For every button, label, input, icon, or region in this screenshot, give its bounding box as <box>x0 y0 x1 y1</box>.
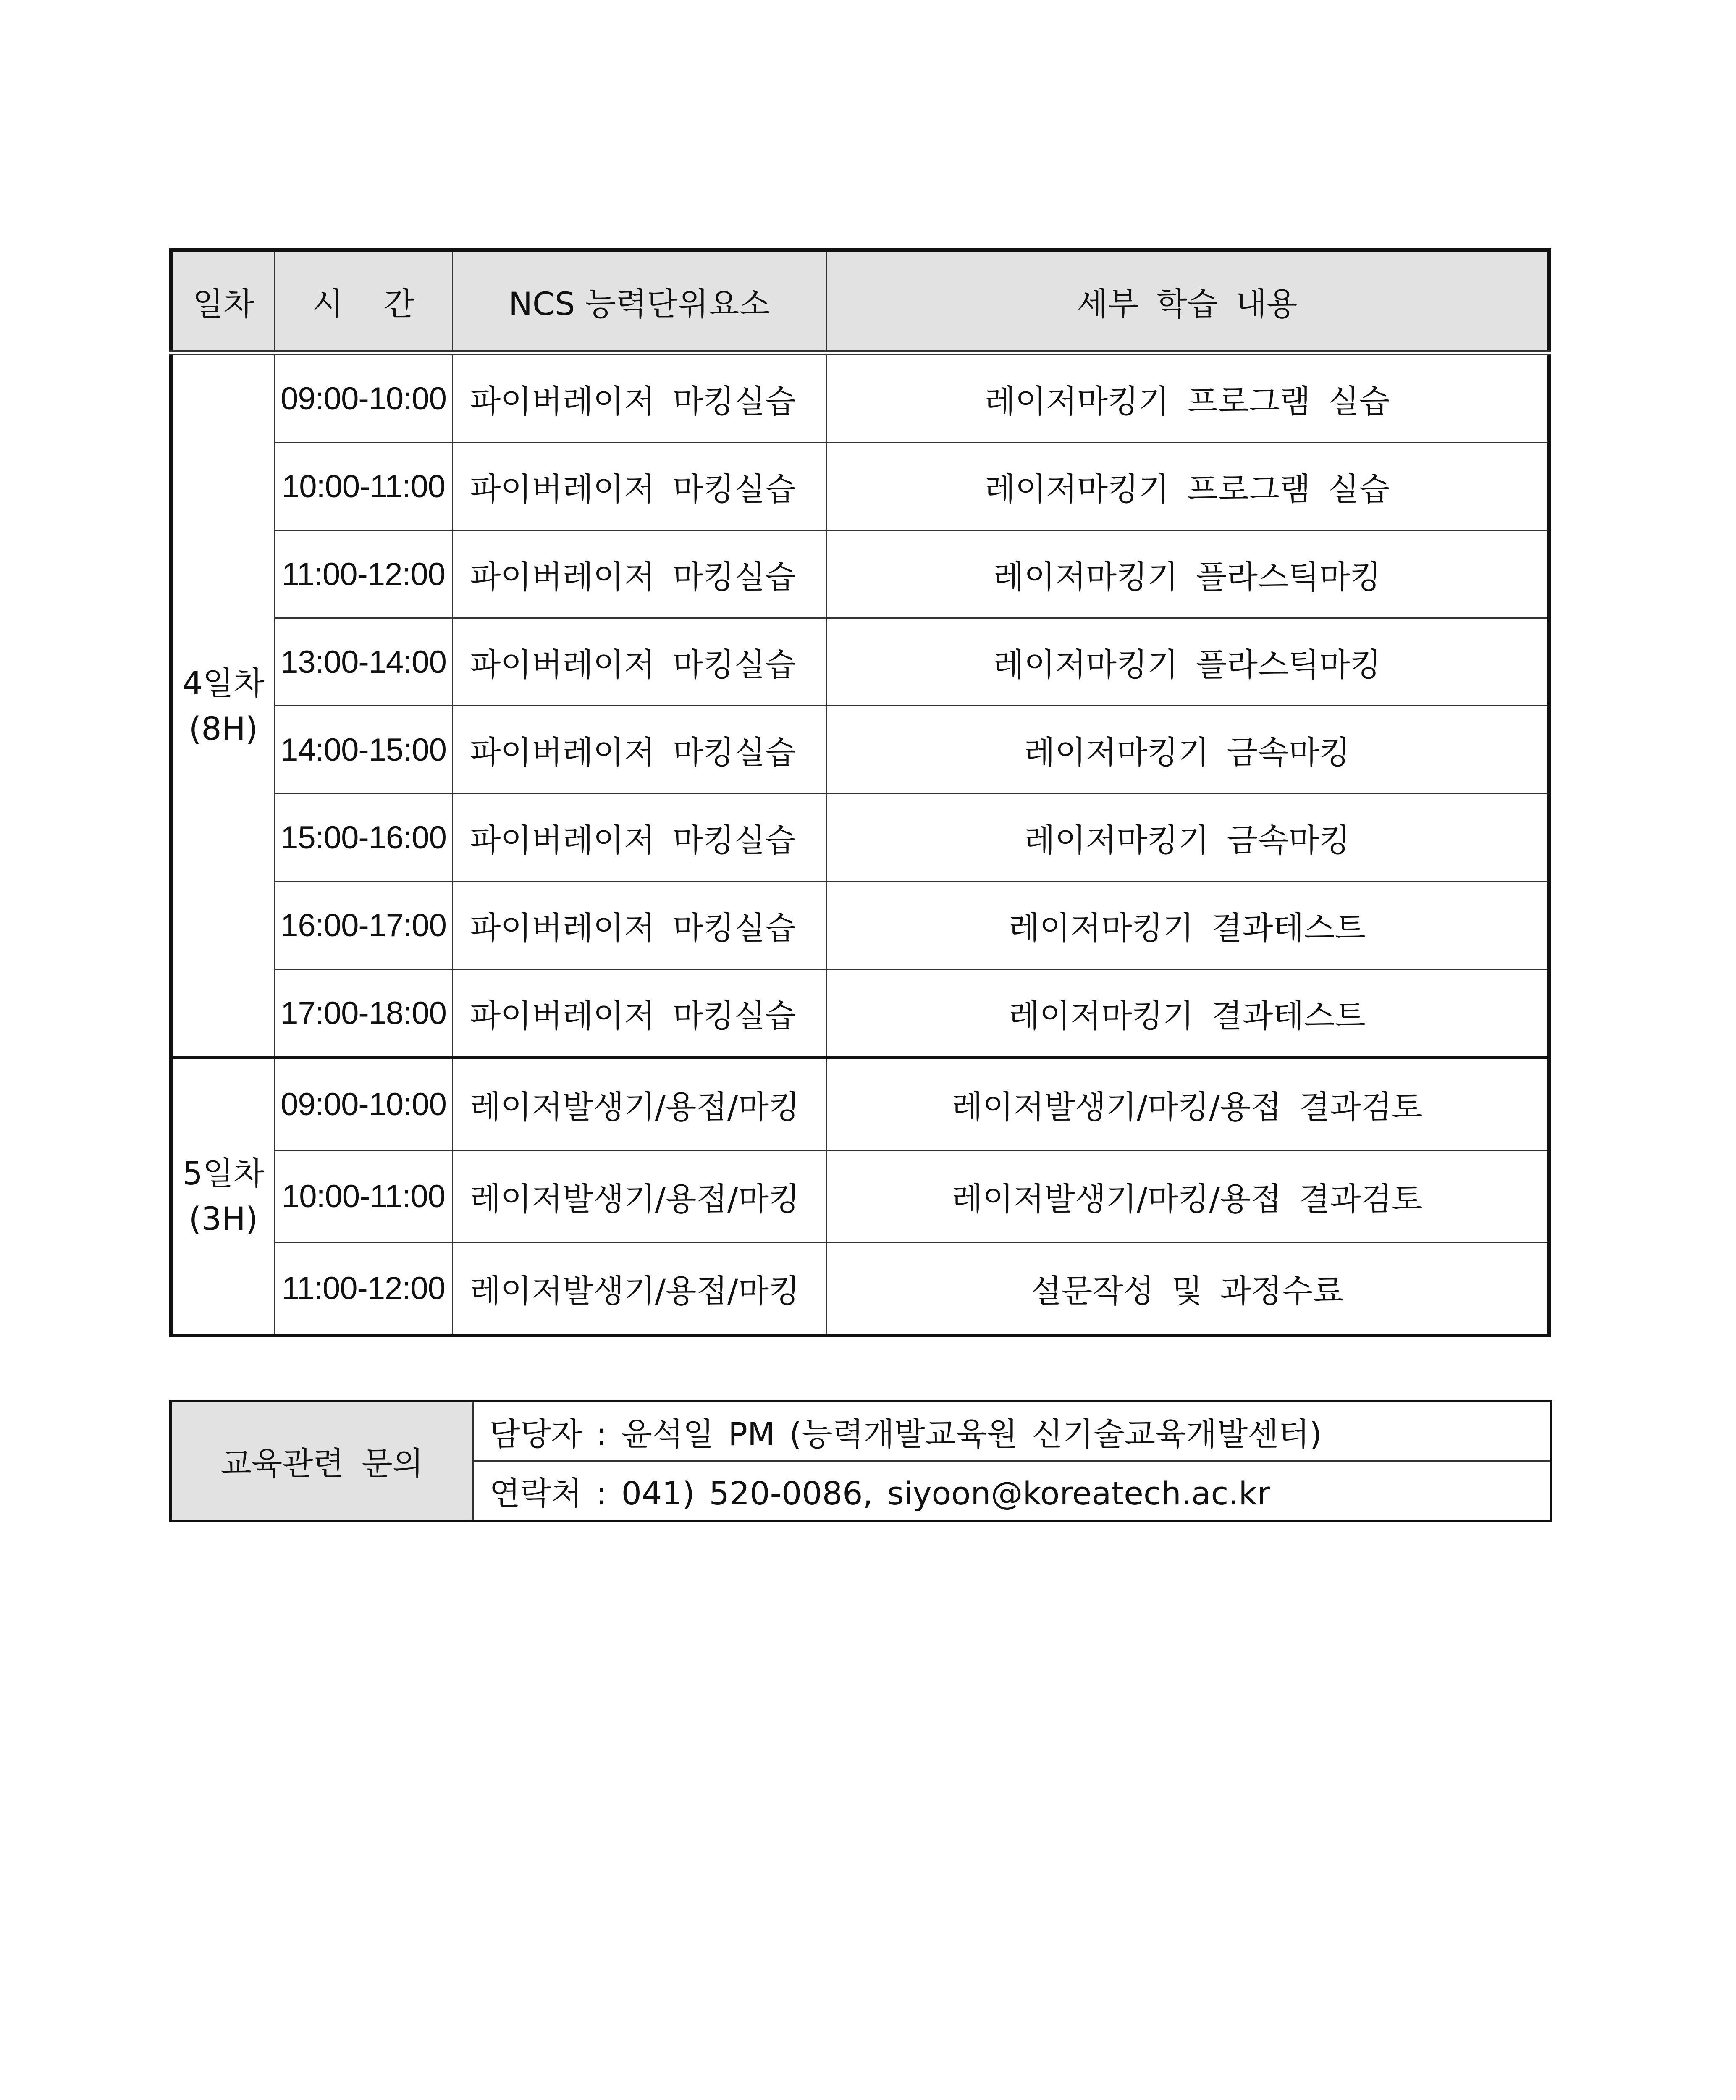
day-hours: (8H) <box>189 709 258 747</box>
schedule-table <box>169 248 1551 1337</box>
ncs-cell: 파이버레이저 마킹실습 <box>453 353 826 443</box>
day-label: 5일차 <box>182 1155 265 1192</box>
day-cell-5 <box>171 1058 275 1336</box>
header-detail: 세부 학습 내용 <box>826 250 1550 353</box>
time-cell: 16:00-17:00 <box>275 882 453 969</box>
ncs-cell: 파이버레이저 마킹실습 <box>453 706 826 794</box>
time-cell: 15:00-16:00 <box>275 794 453 882</box>
table-row <box>171 882 1550 969</box>
detail-cell: 레이저마킹기 결과테스트 <box>826 969 1550 1058</box>
time-cell: 13:00-14:00 <box>275 618 453 706</box>
ncs-cell: 레이저발생기/용접/마킹 <box>453 1058 826 1150</box>
detail-cell: 레이저발생기/마킹/용접 결과검토 <box>826 1058 1550 1150</box>
ncs-cell: 레이저발생기/용접/마킹 <box>453 1242 826 1336</box>
time-cell: 09:00-10:00 <box>275 353 453 443</box>
day-hours: (3H) <box>189 1200 258 1237</box>
ncs-cell: 파이버레이저 마킹실습 <box>453 969 826 1058</box>
table-row <box>171 353 1550 443</box>
contact-row-manager <box>170 1401 1551 1461</box>
detail-cell: 레이저마킹기 프로그램 실습 <box>826 443 1550 530</box>
ncs-cell: 파이버레이저 마킹실습 <box>453 443 826 530</box>
contact-phone-email: 연락처 : 041) 520-0086, siyoon@koreatech.ac.kr <box>473 1461 1551 1521</box>
contact-table <box>169 1400 1552 1522</box>
table-row <box>171 618 1550 706</box>
contact-label: 교육관련 문의 <box>170 1401 473 1521</box>
ncs-cell: 파이버레이저 마킹실습 <box>453 882 826 969</box>
day-label: 4일차 <box>182 664 265 702</box>
table-row <box>171 1242 1550 1336</box>
table-row <box>171 1150 1550 1242</box>
time-cell: 11:00-12:00 <box>275 1242 453 1336</box>
detail-cell: 레이저마킹기 금속마킹 <box>826 794 1550 882</box>
ncs-cell: 파이버레이저 마킹실습 <box>453 794 826 882</box>
header-ncs: NCS 능력단위요소 <box>453 250 826 353</box>
day-cell-4 <box>171 353 275 1058</box>
table-row <box>171 969 1550 1058</box>
time-cell: 09:00-10:00 <box>275 1058 453 1150</box>
detail-cell: 레이저마킹기 플라스틱마킹 <box>826 618 1550 706</box>
detail-cell: 설문작성 및 과정수료 <box>826 1242 1550 1336</box>
table-row <box>171 530 1550 618</box>
table-row <box>171 443 1550 530</box>
detail-cell: 레이저마킹기 금속마킹 <box>826 706 1550 794</box>
time-cell: 17:00-18:00 <box>275 969 453 1058</box>
detail-cell: 레이저마킹기 플라스틱마킹 <box>826 530 1550 618</box>
time-cell: 10:00-11:00 <box>275 1150 453 1242</box>
table-row <box>171 794 1550 882</box>
detail-cell: 레이저마킹기 프로그램 실습 <box>826 353 1550 443</box>
detail-cell: 레이저발생기/마킹/용접 결과검토 <box>826 1150 1550 1242</box>
table-row <box>171 1058 1550 1150</box>
ncs-cell: 파이버레이저 마킹실습 <box>453 618 826 706</box>
contact-manager: 담당자 : 윤석일 PM (능력개발교육원 신기술교육개발센터) <box>473 1401 1551 1461</box>
time-cell: 10:00-11:00 <box>275 443 453 530</box>
table-row <box>171 706 1550 794</box>
header-time: 시 간 <box>275 250 453 353</box>
schedule-header-row <box>171 250 1550 353</box>
detail-cell: 레이저마킹기 결과테스트 <box>826 882 1550 969</box>
time-cell: 14:00-15:00 <box>275 706 453 794</box>
ncs-cell: 레이저발생기/용접/마킹 <box>453 1150 826 1242</box>
time-cell: 11:00-12:00 <box>275 530 453 618</box>
ncs-cell: 파이버레이저 마킹실습 <box>453 530 826 618</box>
header-day: 일차 <box>171 250 275 353</box>
